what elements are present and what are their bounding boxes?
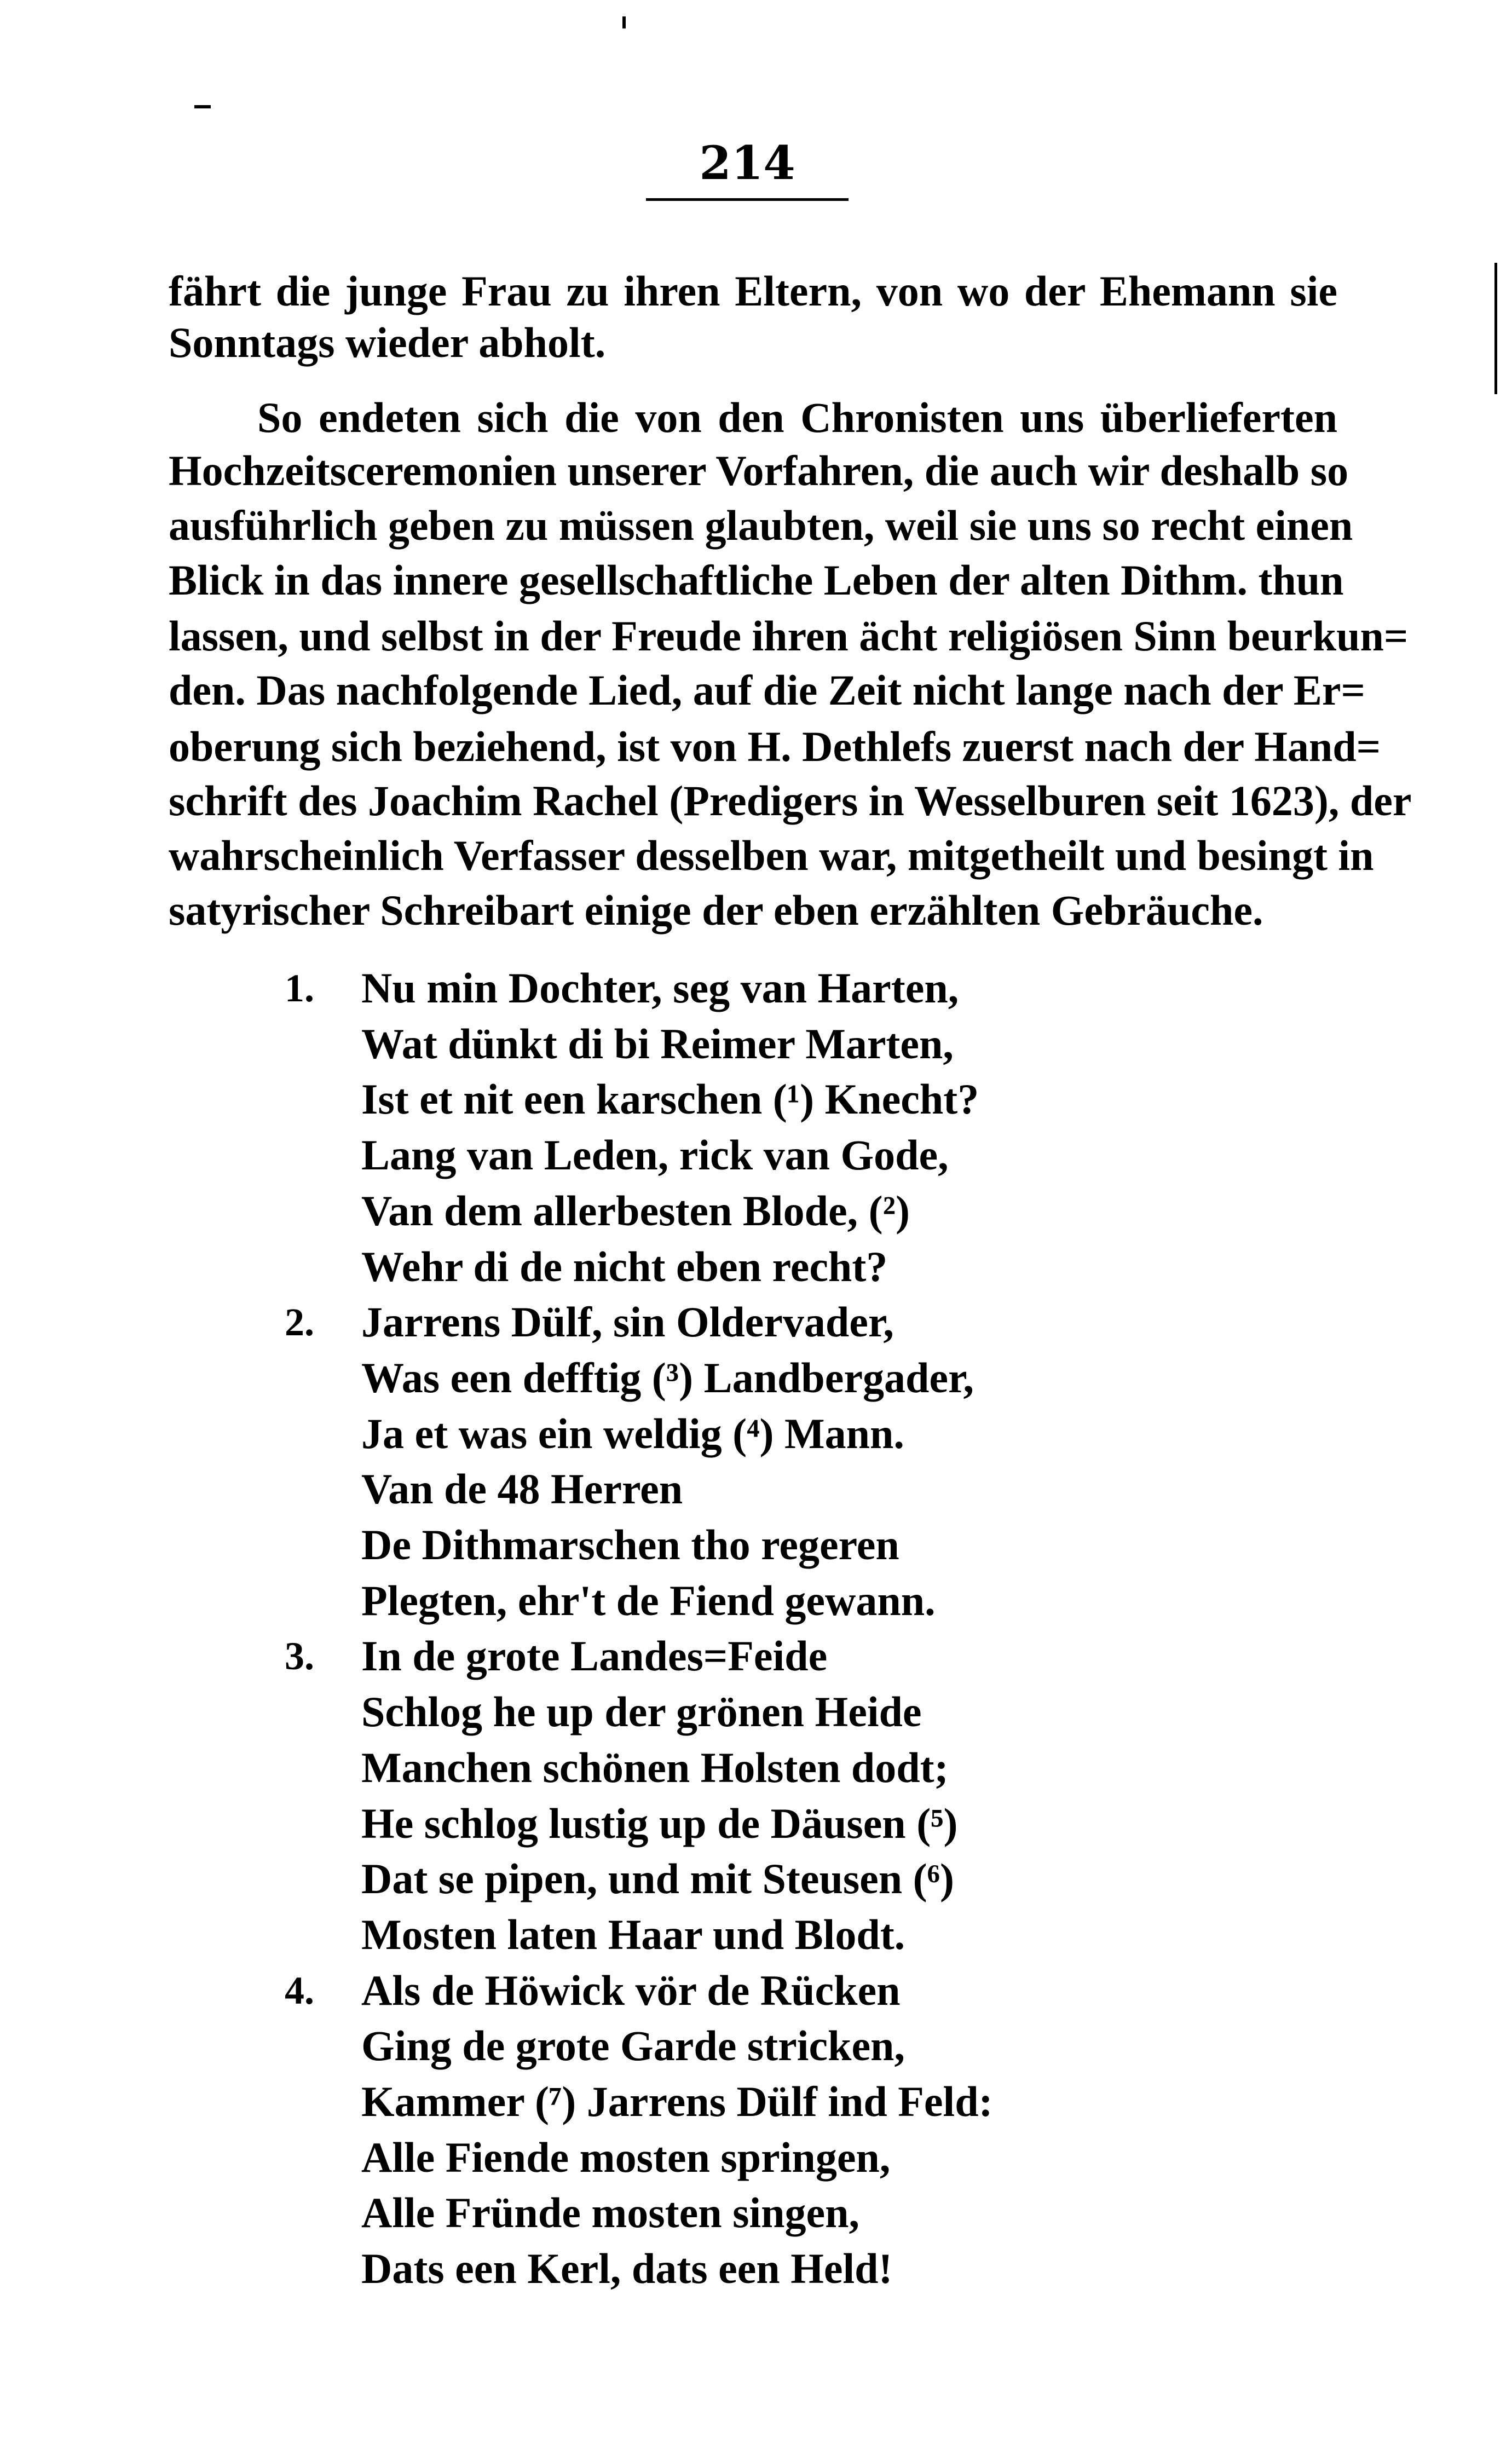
stanza-number: 2.: [285, 1300, 314, 1345]
page-number: 214: [699, 136, 795, 190]
verse-line: Jarrens Dülf, sin Oldervader,: [361, 1298, 894, 1346]
verse-line: Ja et was ein weldig (⁴) Mann.: [361, 1409, 904, 1457]
verse-line: Nu min Dochter, seg van Harten,: [361, 964, 959, 1012]
text-line: So endeten sich die von den Chronisten uns überlieferten: [257, 394, 1337, 441]
header-rule: [646, 198, 849, 201]
verse-line: De Dithmarschen tho regeren: [361, 1521, 899, 1569]
verse-line: Van dem allerbesten Blode, (²): [361, 1186, 910, 1235]
verse-line: Was een defftig (³) Landbergader,: [361, 1353, 974, 1402]
verse-line: Wat dünkt di bi Reimer Marten,: [361, 1019, 954, 1068]
verse-line: Lang van Leden, rick van Gode,: [361, 1131, 949, 1179]
text-line: Blick in das innere gesellschaftliche Leben der alten Dithm. thun: [169, 556, 1344, 604]
verse-line: Alle Fiende mosten springen,: [361, 2133, 891, 2181]
text-line: satyrischer Schreibart einige der eben erzählten Gebräuche.: [169, 886, 1263, 934]
text-line: wahrscheinlich Verfasser desselben war, mitgetheilt und besingt in: [169, 832, 1374, 879]
verse-line: Schlog he up der grönen Heide: [361, 1688, 922, 1736]
verse-line: In de grote Landes=Feide: [361, 1632, 828, 1680]
text-line: lassen, und selbst in der Freude ihren ächt religiösen Sinn beurkun=: [169, 612, 1409, 660]
verse-line: Plegten, ehr't de Fiend gewann.: [361, 1576, 936, 1624]
scan-speck: [194, 105, 211, 108]
verse-line: Alle Fründe mosten singen,: [361, 2189, 860, 2237]
stanza-number: 3.: [285, 1634, 314, 1679]
verse-line: Kammer (⁷) Jarrens Dülf ind Feld:: [361, 2078, 993, 2125]
stanza-number: 4.: [285, 1968, 314, 2012]
text-line: fährt die junge Frau zu ihren Eltern, von wo der Ehemann sie: [169, 267, 1337, 315]
stanza-number: 1.: [285, 966, 314, 1010]
text-line: Hochzeitsceremonien unserer Vorfahren, die auch wir deshalb so: [169, 447, 1349, 494]
text-line: schrift des Joachim Rachel (Predigers in Wesselburen seit 1623), der: [169, 777, 1412, 824]
verse-line: Wehr di de nicht eben recht?: [361, 1242, 888, 1290]
verse-line: Mosten laten Haar und Blodt.: [361, 1910, 905, 1958]
verse-line: Dat se pipen, und mit Steusen (⁶): [361, 1855, 955, 1903]
text-line: den. Das nachfolgende Lied, auf die Zeit nicht lange nach der Er=: [169, 666, 1365, 714]
verse-line: Als de Höwick vör de Rücken: [361, 1966, 901, 2014]
text-line: ausführlich geben zu müssen glaubten, weil sie uns so recht einen: [169, 501, 1353, 549]
verse-line: He schlog lustig up de Däusen (⁵): [361, 1799, 958, 1847]
text-line: oberung sich beziehend, ist von H. Dethlefs zuerst nach der Hand=: [169, 723, 1381, 770]
verse-line: Van de 48 Herren: [361, 1465, 683, 1513]
verse-line: Manchen schönen Holsten dodt;: [361, 1743, 949, 1791]
verse-line: Ging de grote Garde stricken,: [361, 2022, 905, 2070]
page-edge-line: [1494, 263, 1497, 394]
verse-line: Ist et nit een karschen (¹) Knecht?: [361, 1075, 979, 1123]
text-line: Sonntags wieder abholt.: [169, 319, 606, 366]
verse-line: Dats een Kerl, dats een Held!: [361, 2245, 893, 2293]
scan-speck: [622, 16, 626, 28]
